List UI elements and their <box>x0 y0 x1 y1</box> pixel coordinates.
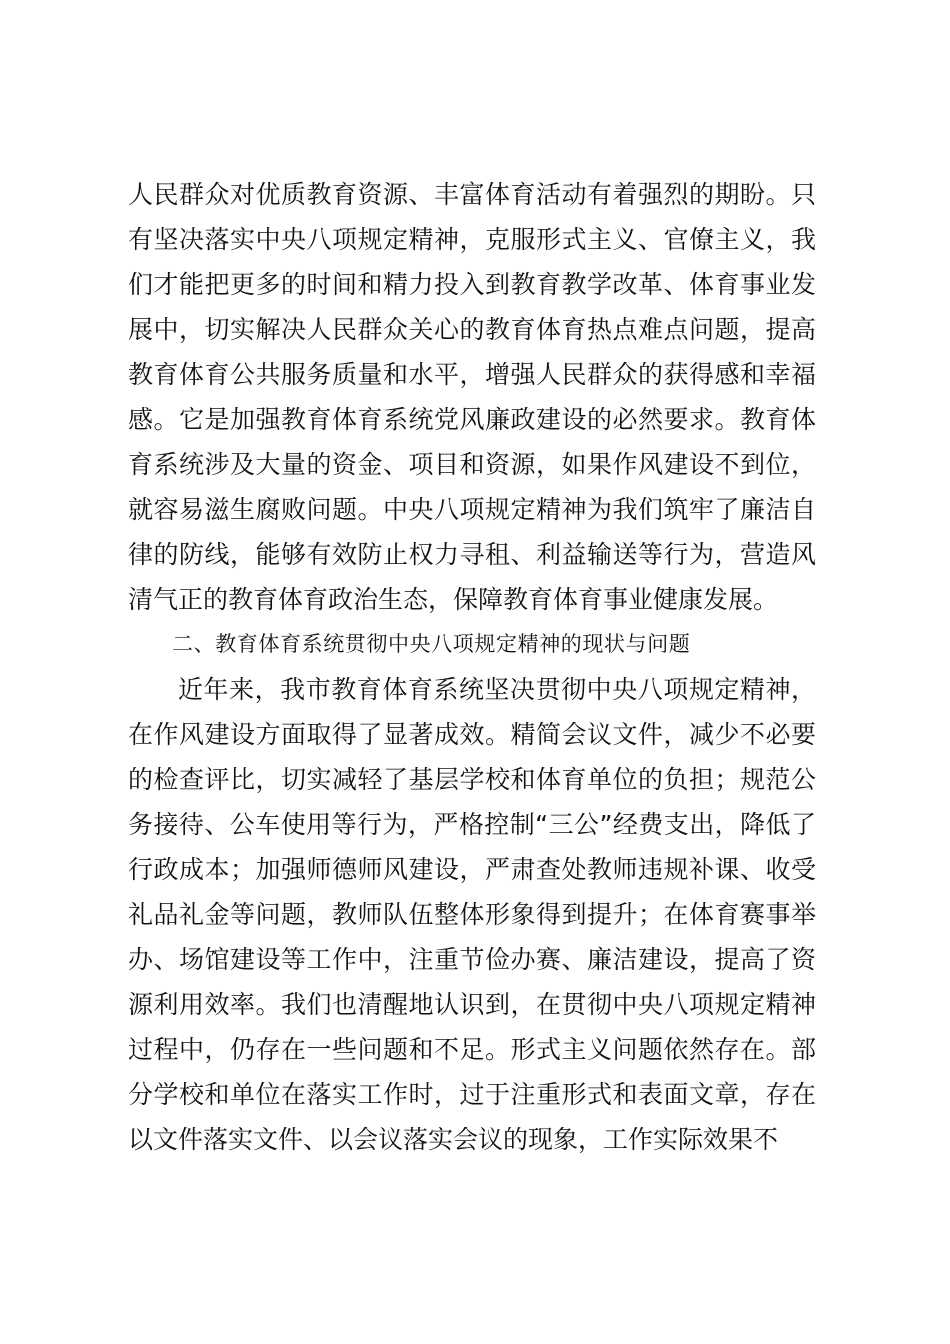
text-line: 以文件落实文件、以会议落实会议的现象，工作实际效果不 <box>128 1125 779 1154</box>
text-line: 近年来，我市教育体育系统坚决贯彻中央八项规定精神， <box>178 675 816 704</box>
text-line: 就容易滋生腐败问题。中央八项规定精神为我们筑牢了廉洁自 <box>128 495 816 524</box>
text-line: 教育体育公共服务质量和水平，增强人民群众的获得感和幸福 <box>128 360 816 389</box>
text-line: 们才能把更多的时间和精力投入到教育教学改革、体育事业发 <box>128 270 816 299</box>
text-line: 人民群众对优质教育资源、丰富体育活动有着强烈的期盼。只 <box>128 180 816 209</box>
text-line: 的检查评比，切实减轻了基层学校和体育单位的负担；规范公 <box>128 765 816 794</box>
text-line: 分学校和单位在落实工作时，过于注重形式和表面文章，存在 <box>128 1080 816 1109</box>
section-heading: 二、教育体育系统贯彻中央八项规定精神的现状与问题 <box>172 632 691 656</box>
paragraph-1 <box>128 172 816 622</box>
text-line: 办、场馆建设等工作中，注重节俭办赛、廉洁建设，提高了资 <box>128 945 816 974</box>
text-line: 清气正的教育体育政治生态，保障教育体育事业健康发展。 <box>128 585 779 614</box>
text-line: 育系统涉及大量的资金、项目和资源，如果作风建设不到位， <box>128 450 816 479</box>
text-line: 务接待、公车使用等行为，严格控制“三公”经费支出，降低了 <box>128 810 816 839</box>
text-line: 源利用效率。我们也清醒地认识到，在贯彻中央八项规定精神 <box>128 990 816 1019</box>
text-line: 礼品礼金等问题，教师队伍整体形象得到提升；在体育赛事举 <box>128 900 816 929</box>
text-line: 感。它是加强教育体育系统党风廉政建设的必然要求。教育体 <box>128 405 816 434</box>
document-body <box>128 172 816 1162</box>
text-line: 有坚决落实中央八项规定精神，克服形式主义、官僚主义，我 <box>128 225 816 254</box>
text-line: 展中，切实解决人民群众关心的教育体育热点难点问题，提高 <box>128 315 816 344</box>
text-line: 律的防线，能够有效防止权力寻租、利益输送等行为，营造风 <box>128 540 816 569</box>
text-line: 行政成本；加强师德师风建设，严肃查处教师违规补课、收受 <box>128 855 816 884</box>
text-line: 在作风建设方面取得了显著成效。精简会议文件，减少不必要 <box>128 720 816 749</box>
text-line: 过程中，仍存在一些问题和不足。形式主义问题依然存在。部 <box>128 1035 816 1064</box>
paragraph-2 <box>128 667 816 1162</box>
